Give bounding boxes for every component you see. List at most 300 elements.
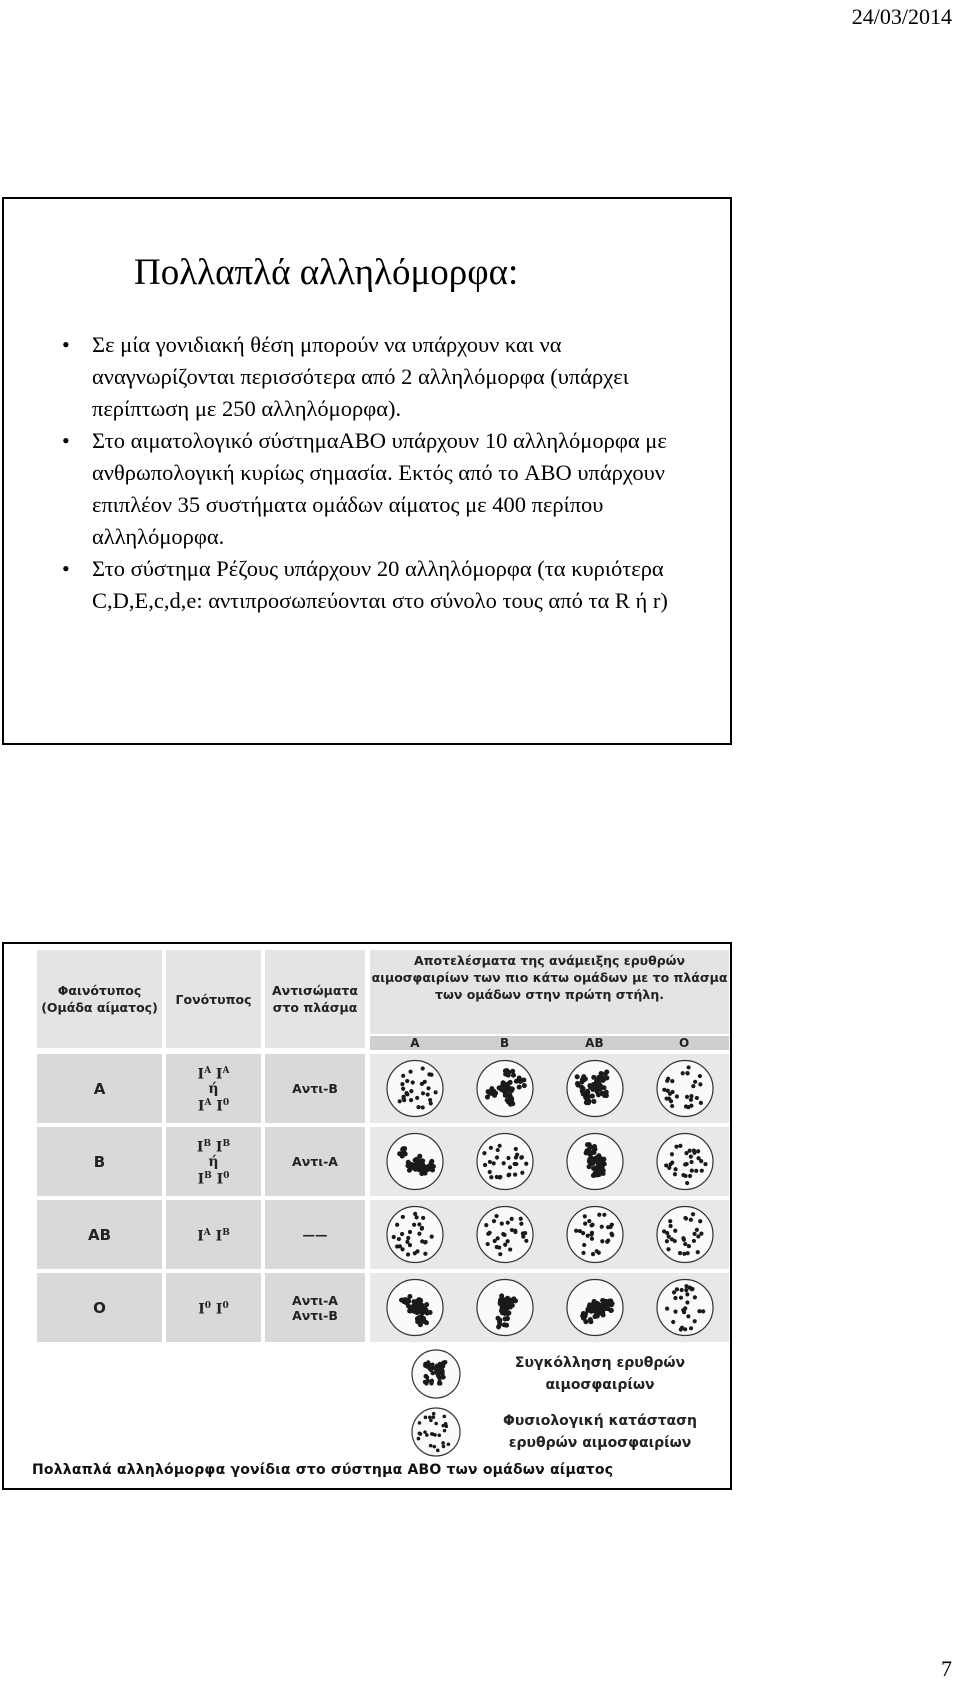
cell-dot: [597, 1251, 601, 1255]
cell-dot: [494, 1214, 498, 1218]
cell-dot: [680, 1288, 684, 1292]
cell-dot: [591, 1099, 596, 1104]
cell-dot: [443, 1415, 447, 1419]
cell-dot: [670, 1152, 674, 1156]
cell-dot: [591, 1252, 595, 1256]
cell-dot: [685, 1300, 689, 1304]
cell-dot: [400, 1232, 404, 1236]
cell-dot: [592, 1157, 597, 1162]
cell-dot: [407, 1294, 412, 1299]
cell-dot: [513, 1173, 517, 1177]
cell-dot: [435, 1364, 439, 1368]
cell-dot: [673, 1172, 677, 1176]
cell-dot: [696, 1250, 700, 1254]
antibody-label: Αντι-Β: [292, 1081, 338, 1096]
cell-dot: [662, 1088, 666, 1092]
cell-dot: [421, 1105, 425, 1109]
bullet-item: [62, 553, 702, 617]
cell-dot: [698, 1074, 702, 1078]
cell-dot: [438, 1381, 442, 1385]
result-col-label: O: [679, 1036, 690, 1050]
cell-dot: [496, 1236, 500, 1240]
genotype-line: $I^B$ $I^0$: [197, 1170, 230, 1188]
cell-dot: [514, 1147, 518, 1151]
cell-dot: [442, 1445, 446, 1449]
cell-dot: [689, 1326, 693, 1330]
cell-dot: [604, 1069, 609, 1074]
cell-dot: [673, 1296, 677, 1300]
cell-dot: [674, 1145, 678, 1149]
legend-agglutinated: [410, 1348, 730, 1400]
cell-dot: [486, 1232, 490, 1236]
cell-dot: [436, 1449, 440, 1453]
cell-dot: [508, 1247, 512, 1251]
result-col-label: B: [500, 1036, 510, 1050]
cell-dot: [421, 1066, 425, 1070]
cell-dot: [685, 1071, 689, 1075]
cell-dot: [682, 1252, 686, 1256]
cell-dot: [683, 1242, 687, 1246]
blood-group: B: [37, 1127, 162, 1196]
cell-dot: [684, 1104, 688, 1108]
cell-dot: [404, 1091, 408, 1095]
cell-dot: [586, 1100, 591, 1105]
cell-dot: [685, 1095, 689, 1099]
cell-dot: [508, 1165, 512, 1169]
cell-dot: [500, 1308, 505, 1313]
cell-dot: [671, 1320, 675, 1324]
cell-dot: [495, 1245, 499, 1249]
cell-dot: [423, 1380, 427, 1384]
cell-dot: [605, 1306, 610, 1311]
cell-dot: [592, 1299, 597, 1304]
cell-dot: [598, 1304, 603, 1309]
abo-table: [37, 950, 729, 1451]
cell-dot: [693, 1295, 697, 1299]
cell-dot: [504, 1323, 509, 1328]
cell-dot: [693, 1080, 697, 1084]
cell-dot: [699, 1232, 703, 1236]
cell-dot: [587, 1159, 592, 1164]
bullet-dot-icon: •: [62, 428, 70, 453]
antibodies: [265, 1054, 365, 1123]
cell-dot: [664, 1163, 668, 1167]
cell-dot: [524, 1162, 528, 1166]
cell-dot: [408, 1230, 412, 1234]
cell-dot: [412, 1299, 417, 1304]
cell-dot: [426, 1092, 430, 1096]
cell-dot: [447, 1442, 451, 1446]
bullet-text: Στο αιματολογικό σύστημαABO υπάρχουν 10 αλληλόμορφα με ανθρωπολογική κυρίως σημασία. Εκτός από το ABO υπάρχουν επιπλέον 35 συστήματα ομάδων αίματος με 400 περίπου αλληλόμορφα.: [92, 428, 667, 549]
cell-dot: [601, 1299, 606, 1304]
result-cells: [370, 1200, 729, 1269]
cell-dot: [601, 1157, 606, 1162]
cell-dot: [597, 1075, 602, 1080]
result-cells: [370, 1054, 729, 1123]
cell-dot: [683, 1174, 687, 1178]
bullet-text: Στο σύστημα Ρέζους υπάρχουν 20 αλληλόμορφα (τα κυριότερα C,D,E,c,d,e: αντιπροσωπεύονται στο σύνολο τους από τα R ή r): [92, 556, 668, 613]
cell-dot: [428, 1098, 432, 1102]
cell-dot: [405, 1079, 409, 1083]
cell-dot: [433, 1445, 437, 1449]
cell-dot: [662, 1229, 666, 1233]
cell-dot: [506, 1239, 510, 1243]
cell-dot: [689, 1098, 693, 1102]
cell-dot: [506, 1310, 511, 1315]
blood-group: A: [37, 1054, 162, 1123]
cell-dot: [591, 1173, 596, 1178]
bullet-text: Σε μία γονιδιακή θέση μπορούν να υπάρχουν και να αναγνωρίζονται περισσότερα από 2 αλληλόμορφα (υπάρχει περίπτωση με 250 αλληλόμορφα).: [92, 332, 629, 421]
header-results: Αποτελέσματα της ανάμειξης ερυθρών αιμοσφαιρίων των πιο κάτω ομάδων με το πλάσμα των ομάδων στην πρώτη στήλη.: [370, 950, 729, 1034]
slide-text-frame: [2, 197, 732, 745]
cell-dot: [673, 1229, 677, 1233]
blood-group: O: [37, 1273, 162, 1342]
cell-dot: [587, 1219, 591, 1223]
cell-dot: [606, 1238, 610, 1242]
antibody-label: Αντι-Α: [292, 1154, 338, 1169]
figure-caption: Πολλαπλά αλληλόμορφα γονίδια στο σύστημα ΑΒΟ των ομάδων αίματος: [32, 1462, 614, 1478]
agglutinated-cell-icon: [410, 1348, 462, 1400]
cell-dot: [411, 1080, 415, 1084]
cell-dot: [587, 1302, 592, 1307]
cell-dot: [668, 1162, 672, 1166]
cell-dot: [697, 1309, 701, 1313]
cell-dot: [421, 1309, 426, 1314]
cell-dot: [665, 1079, 669, 1083]
cell-dot: [689, 1218, 693, 1222]
cell-dot: [416, 1105, 420, 1109]
cell-dot: [601, 1085, 606, 1090]
cell-dot: [412, 1223, 416, 1227]
cell-dot: [430, 1379, 434, 1383]
cell-dot: [401, 1215, 405, 1219]
cell-dot: [431, 1432, 435, 1436]
genotype: [166, 1127, 261, 1196]
cell-dot: [426, 1086, 430, 1090]
header-antibodies: Αντισώματα στο πλάσμα: [265, 950, 365, 1048]
genotype-line: $I^B$ $I^B$: [196, 1138, 231, 1156]
cell-dot: [501, 1232, 505, 1236]
cell-dot: [423, 1240, 427, 1244]
cell-dot: [432, 1412, 436, 1416]
cell-dot: [670, 1079, 674, 1083]
cell-dot: [583, 1214, 587, 1218]
cell-dot: [679, 1296, 683, 1300]
cell-dot: [484, 1223, 488, 1227]
header-phenotype: Φαινότυπος (Ομάδα αίματος): [37, 950, 162, 1048]
cell-dot: [686, 1065, 690, 1069]
cell-dot: [691, 1212, 695, 1216]
page-number: 7: [941, 1656, 952, 1681]
cell-dot: [688, 1285, 692, 1289]
cell-dot: [489, 1091, 494, 1096]
cell-dot: [699, 1101, 703, 1105]
cell-dot: [592, 1147, 597, 1152]
cell-dot: [408, 1243, 412, 1247]
cell-dot: [424, 1416, 428, 1420]
cell-dot: [587, 1142, 592, 1147]
cell-dot: [602, 1076, 607, 1081]
bullet-list: [62, 329, 702, 617]
antibody-label: Αντι-Β: [292, 1307, 338, 1323]
cell-dot: [406, 1252, 410, 1256]
result-col-label: AB: [585, 1036, 604, 1050]
cell-dot: [498, 1301, 503, 1306]
cell-dot: [434, 1090, 438, 1094]
cell-dot: [664, 1096, 668, 1100]
genotype: [166, 1273, 261, 1342]
cell-dot: [489, 1146, 493, 1150]
cell-dot: [489, 1175, 493, 1179]
cell-dot: [488, 1160, 492, 1164]
cell-dot: [684, 1216, 688, 1220]
cell-dot: [504, 1068, 509, 1073]
cell-dot: [665, 1239, 669, 1243]
cell-dot: [698, 1219, 702, 1223]
cell-dot: [684, 1151, 688, 1155]
header-genotype: Γονότυπος: [166, 950, 261, 1048]
cell-dot: [496, 1324, 501, 1329]
genotype-line: $I^0$ $I^0$: [198, 1300, 229, 1318]
cell-dot: [417, 1222, 421, 1226]
cell-dot: [587, 1164, 592, 1169]
cell-dot: [430, 1235, 434, 1239]
cell-dot: [574, 1229, 578, 1233]
cell-dot: [441, 1375, 445, 1379]
cell-dot: [437, 1433, 441, 1437]
genotype-or: ή: [208, 1153, 219, 1170]
cell-dot: [409, 1089, 413, 1093]
cell-dot: [412, 1166, 417, 1171]
genotype: [166, 1200, 261, 1269]
cell-dot: [681, 1236, 685, 1240]
cell-dot: [495, 1155, 499, 1159]
cell-dot: [689, 1160, 693, 1164]
cell-dot: [665, 1306, 669, 1310]
legend-text: Φυσιολογική κατάσταση ερυθρών αιμοσφαιρίων: [502, 1413, 698, 1451]
cell-dot: [397, 1151, 402, 1156]
normal-sample-icon: [387, 1061, 443, 1117]
cell-dot: [609, 1232, 613, 1236]
page-date: 24/03/2014: [851, 4, 952, 29]
cell-dot: [596, 1153, 601, 1158]
cell-dot: [695, 1228, 699, 1232]
cell-dot: [522, 1083, 527, 1088]
cell-dot: [405, 1163, 410, 1168]
cell-dot: [398, 1099, 402, 1103]
cell-dot: [395, 1244, 399, 1248]
cell-dot: [600, 1239, 604, 1243]
cell-dot: [699, 1159, 703, 1163]
cell-dot: [408, 1070, 412, 1074]
cell-dot: [489, 1086, 494, 1091]
cell-dot: [693, 1319, 697, 1323]
cell-dot: [424, 1320, 429, 1325]
cell-dot: [689, 1155, 693, 1159]
genotype-or: ή: [208, 1080, 219, 1097]
cell-dot: [430, 1167, 435, 1172]
slide-figure-frame: [2, 942, 732, 1490]
cell-dot: [432, 1415, 436, 1419]
cell-dot: [684, 1288, 688, 1292]
cell-dot: [496, 1148, 500, 1152]
cell-dot: [434, 1367, 438, 1371]
cell-dot: [409, 1308, 414, 1313]
cell-dot: [601, 1171, 606, 1176]
cell-dot: [514, 1162, 518, 1166]
cell-dot: [418, 1421, 422, 1425]
cell-dot: [506, 1081, 511, 1086]
cell-dot: [427, 1072, 431, 1076]
cell-dot: [503, 1243, 507, 1247]
cell-dot: [668, 1224, 672, 1228]
cell-dot: [401, 1087, 405, 1091]
cell-dot: [506, 1221, 510, 1225]
cell-dot: [584, 1092, 589, 1097]
normal-sample-icon: [657, 1134, 713, 1190]
cell-dot: [669, 1099, 673, 1103]
cell-dot: [681, 1071, 685, 1075]
bullet-dot-icon: •: [62, 556, 70, 581]
cell-dot: [416, 1315, 421, 1320]
cell-dot: [687, 1244, 691, 1248]
cell-dot: [406, 1299, 411, 1304]
cell-dot: [590, 1087, 595, 1092]
bullet-item: [62, 425, 702, 553]
cell-dot: [515, 1153, 519, 1157]
cell-dot: [505, 1296, 510, 1301]
cell-dot: [524, 1239, 528, 1243]
cell-dot: [588, 1317, 593, 1322]
cell-dot: [609, 1225, 613, 1229]
bullet-item: [62, 329, 702, 425]
cell-dot: [486, 1242, 490, 1246]
cell-dot: [586, 1234, 590, 1238]
bullet-dot-icon: •: [62, 332, 70, 357]
cell-dot: [397, 1237, 401, 1241]
cell-dot: [695, 1096, 699, 1100]
normal-sample-icon: [477, 1134, 533, 1190]
cell-dot: [673, 1239, 677, 1243]
cell-dot: [703, 1162, 707, 1166]
cell-dot: [602, 1213, 606, 1217]
cell-dot: [423, 1080, 427, 1084]
table-row: [37, 1127, 729, 1196]
cell-dot: [690, 1169, 694, 1173]
normal-cell-icon: [410, 1406, 462, 1458]
cell-dot: [429, 1444, 433, 1448]
cell-dot: [421, 1216, 425, 1220]
cell-dot: [483, 1163, 487, 1167]
cell-dot: [498, 1144, 502, 1148]
cell-dot: [406, 1236, 410, 1240]
cell-dot: [417, 1437, 421, 1441]
cell-dot: [675, 1094, 679, 1098]
cell-dot: [517, 1075, 522, 1080]
cell-dot: [673, 1310, 677, 1314]
cell-dot: [590, 1223, 594, 1227]
genotype: [166, 1054, 261, 1123]
cell-dot: [698, 1082, 702, 1086]
cell-dot: [508, 1087, 513, 1092]
cell-dot: [678, 1144, 682, 1148]
cell-dot: [684, 1162, 688, 1166]
cell-dot: [520, 1171, 524, 1175]
cell-dot: [492, 1219, 496, 1223]
cell-dot: [689, 1094, 693, 1098]
cell-dot: [488, 1170, 492, 1174]
legend-normal: [410, 1406, 730, 1458]
table-row: [37, 1200, 729, 1269]
cell-dot: [424, 1374, 428, 1378]
antibodies: [265, 1273, 365, 1342]
result-col-label: A: [410, 1036, 420, 1050]
cell-dot: [597, 1213, 601, 1217]
cell-dot: [585, 1149, 590, 1154]
cell-dot: [409, 1098, 413, 1102]
cell-dot: [429, 1419, 433, 1423]
cell-dot: [688, 1174, 692, 1178]
cell-dot: [686, 1314, 690, 1318]
result-cells: [370, 1273, 729, 1342]
blood-group: AB: [37, 1200, 162, 1269]
cell-dot: [502, 1161, 506, 1165]
cell-dot: [519, 1156, 523, 1160]
table-row: [37, 1054, 729, 1123]
cell-dot: [583, 1222, 587, 1226]
cell-dot: [700, 1169, 704, 1173]
cell-dot: [685, 1181, 689, 1185]
cell-dot: [510, 1228, 514, 1232]
cell-dot: [425, 1433, 429, 1437]
cell-dot: [670, 1090, 674, 1094]
genotype-line: $I^A$ $I^A$: [197, 1065, 230, 1083]
legend-text: Συγκόλληση ερυθρών αιμοσφαιρίων: [514, 1355, 686, 1393]
cell-dot: [668, 1219, 672, 1223]
cell-dot: [581, 1251, 585, 1255]
cell-dot: [692, 1148, 696, 1152]
cell-dot: [575, 1074, 580, 1079]
cell-dot: [691, 1084, 695, 1088]
cell-dot: [511, 1298, 516, 1303]
cell-dot: [519, 1217, 523, 1221]
cell-dot: [443, 1360, 447, 1364]
cell-dot: [667, 1235, 671, 1239]
cell-dot: [600, 1225, 604, 1229]
antibodies: [265, 1200, 365, 1269]
cell-dot: [666, 1247, 670, 1251]
cell-dot: [428, 1367, 432, 1371]
cell-dot: [670, 1104, 674, 1108]
cell-dot: [505, 1316, 510, 1321]
cell-dot: [428, 1416, 432, 1420]
antibody-label: ——: [302, 1227, 328, 1242]
cell-dot: [680, 1326, 684, 1330]
cell-dot: [694, 1169, 698, 1173]
cell-dot: [492, 1161, 496, 1165]
cell-dot: [413, 1251, 417, 1255]
cell-dot: [400, 1082, 404, 1086]
cell-dot: [392, 1235, 396, 1239]
cell-dot: [519, 1222, 523, 1226]
cell-dot: [441, 1441, 445, 1445]
genotype-line: $I^A$ $I^B$: [197, 1227, 230, 1245]
cell-dot: [692, 1239, 696, 1243]
cell-dot: [595, 1314, 600, 1319]
cell-dot: [582, 1243, 586, 1247]
cell-dot: [418, 1160, 423, 1165]
cell-dot: [415, 1215, 419, 1219]
